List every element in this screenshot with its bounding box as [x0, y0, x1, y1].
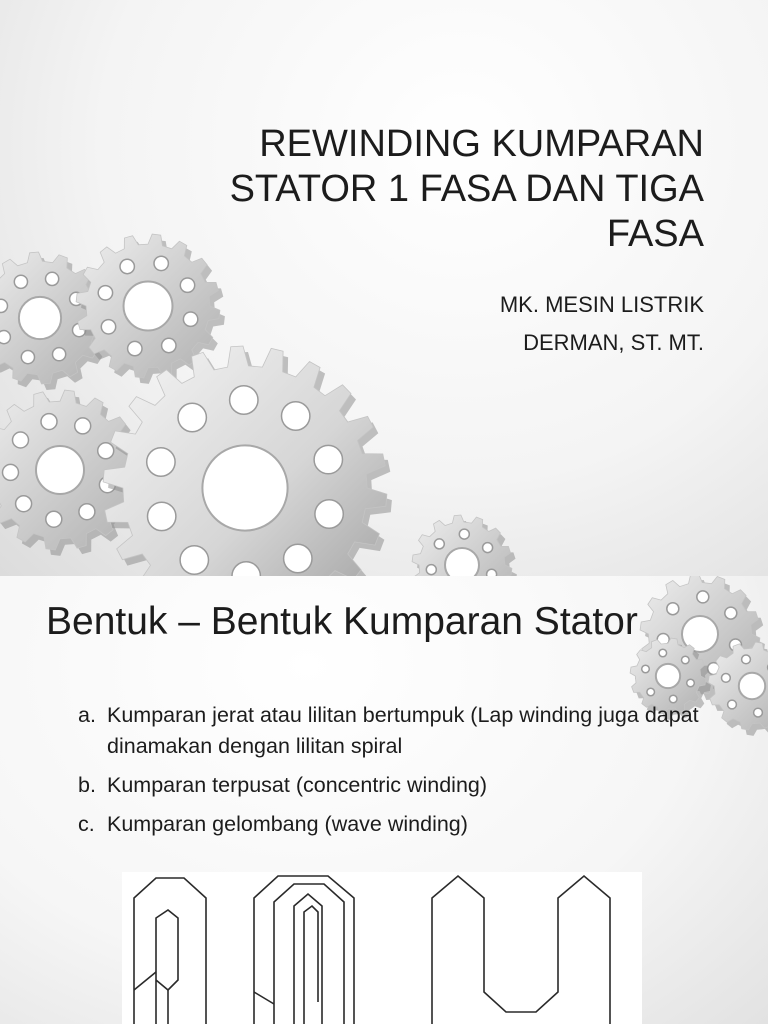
wave-winding-diagram — [432, 876, 610, 1024]
list-item — [78, 770, 718, 801]
list-marker: b. — [78, 773, 96, 797]
title-line-1: REWINDING KUMPARAN — [259, 123, 704, 165]
winding-diagram — [122, 872, 642, 1024]
lap-winding-diagram — [134, 878, 206, 1024]
course-name: MK. MESIN LISTRIK — [499, 292, 704, 317]
list-item — [78, 700, 718, 762]
title-line-2: STATOR 1 FASA DAN TIGA — [229, 168, 704, 210]
concentric-winding-diagram — [254, 876, 354, 1024]
list-item-text: Kumparan jerat atau lilitan bertumpuk (Lap winding juga dapat dinamakan dengan lilitan spiral — [107, 703, 699, 758]
list-marker: a. — [78, 703, 96, 727]
presentation-title — [184, 122, 704, 257]
slide-heading: Bentuk – Bentuk Kumparan Stator — [46, 600, 638, 643]
list-marker: c. — [78, 812, 95, 836]
gear-shape — [412, 515, 517, 576]
list-item-text: Kumparan terpusat (concentric winding) — [107, 773, 488, 797]
author-name: DERMAN, ST. MT. — [523, 330, 704, 355]
list-item-text: Kumparan gelombang (wave winding) — [107, 812, 468, 836]
winding-types-list — [78, 700, 718, 848]
subtitle-block — [304, 286, 704, 362]
list-item — [78, 809, 718, 840]
content-slide — [0, 576, 768, 1024]
title-line-3: FASA — [606, 213, 704, 255]
